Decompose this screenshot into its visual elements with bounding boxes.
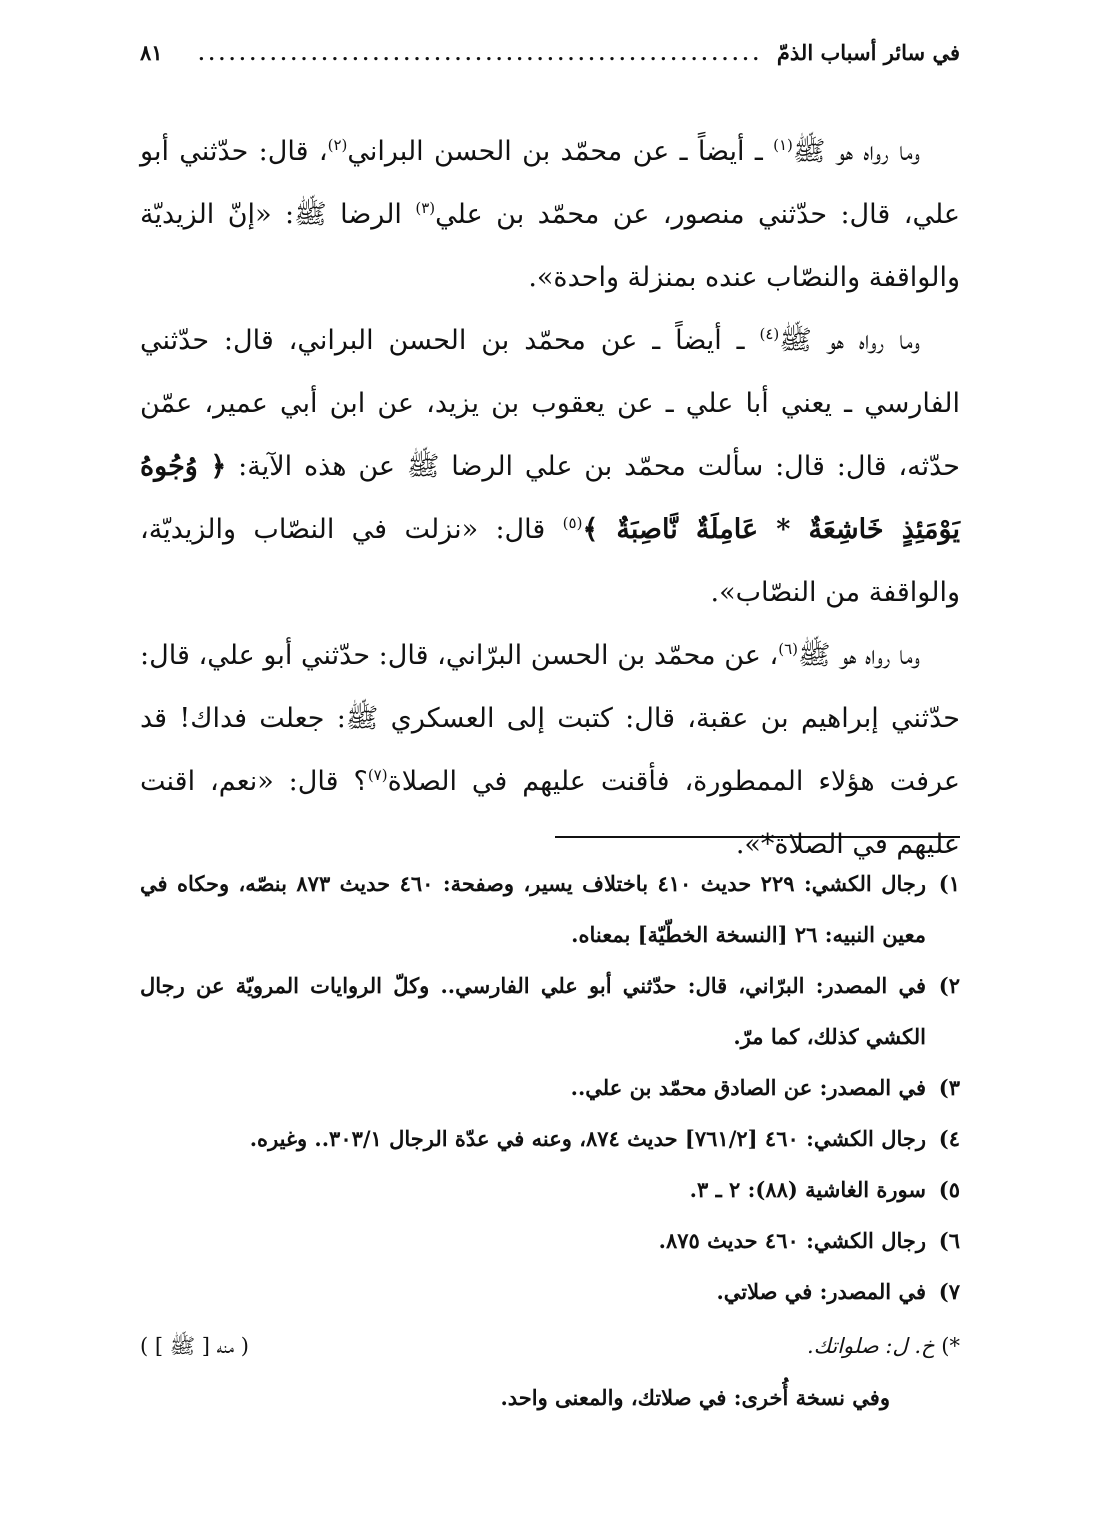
quran-verse: ﴿ وُجُوهُ يَوْمَئِذٍ خَاشِعَةٌ * عَامِلَةٌ نَّاصِبَةٌ ﴾: [140, 451, 960, 545]
paragraph-3: [140, 624, 960, 876]
paragraph-3-part-a: وما رواه هو ﷺ: [798, 640, 920, 671]
footnote-ref-3: (٣): [415, 199, 436, 217]
paragraph-2: [140, 309, 960, 624]
footnote-separator: [555, 836, 960, 838]
footnote-number: ١): [938, 871, 960, 896]
paragraph-1-part-d: الرضا ﷺ: «إنّ الزيديّة والواقفة والنصّاب عنده بمنزلة واحدة».: [140, 199, 960, 293]
paragraph-1-part-b: ـ أيضاً ـ عن محمّد بن الحسن البراني: [347, 136, 774, 167]
footnote-item: [140, 1164, 960, 1215]
footnote-item: [140, 960, 960, 1062]
header-leader-dots: .......................................................: [198, 44, 763, 65]
footnote-item: [140, 1113, 960, 1164]
header-title: في سائر أسباب الذمّ: [776, 40, 960, 65]
running-header: [140, 40, 960, 80]
main-text: [140, 120, 960, 876]
footnote-text: في المصدر: في صلاتي.: [716, 1279, 926, 1304]
paragraph-3-part-c: ؟ قال: «نعم، اقنت عليهم في الصلاة*».: [140, 766, 960, 860]
footnote-text: في المصدر: عن الصادق محمّد بن علي..: [570, 1075, 926, 1100]
footnote-ref-2: (٢): [327, 136, 348, 154]
footnote-number: ٥): [938, 1177, 960, 1202]
footnote-ref-1: (١): [773, 136, 793, 154]
paragraph-2-part-c: قال: «نزلت في النصّاب والزيديّة، والواقفة من النصّاب».: [140, 514, 960, 608]
footnote-number: ٤): [938, 1126, 960, 1151]
footnote-ref-7: (٧): [367, 766, 388, 784]
footnotes: [140, 858, 960, 1423]
paragraph-2-part-a: وما رواه هو ﷺ: [779, 325, 920, 356]
paragraph-1-part-c: ، قال: حدّثني أبو علي، قال: حدّثني منصور، عن محمّد بن علي: [140, 136, 960, 230]
footnote-number: ٦): [938, 1228, 960, 1253]
paragraph-3-part-b: ، عن محمّد بن الحسن البرّاني، قال: حدّثني أبو علي، قال: حدّثني إبراهيم بن عقبة، قال: كتبت إلى العسكري ﷺ: جعلت فداك! قد عرفت هؤلاء الممطورة، فأقنت عليهم في الصلاة: [140, 640, 960, 797]
author-note-mark: *): [941, 1334, 960, 1358]
footnote-item: [140, 1266, 960, 1317]
author-note-text: خ. ل: صلواتك.: [807, 1334, 935, 1358]
footnote-item: [140, 1062, 960, 1113]
paragraph-2-part-b: ـ أيضاً ـ عن محمّد بن الحسن البراني، قال: حدّثني الفارسي ـ يعني أبا علي ـ عن يعقوب بن يزيد، عن ابن أبي عمير، عمّن حدّثه، قال: قال: سألت محمّد بن علي الرضا ﷺ عن هذه الآية:: [140, 325, 960, 482]
footnote-text: في المصدر: البرّاني، قال: حدّثني أبو علي الفارسي.. وكلّ الروايات المرويّة عن رجال الكشي كذلك، كما مرّ.: [140, 973, 926, 1049]
footnote-text: سورة الغاشية (٨٨): ٢ ـ ٣.: [689, 1177, 926, 1202]
footnote-item: [140, 1215, 960, 1266]
footnote-ref-5: (٥): [562, 514, 583, 532]
footnote-number: ٢): [938, 973, 960, 998]
footnote-ref-4: (٤): [759, 325, 780, 343]
footnote-text: رجال الكشي: ٤٦٠ [٧٦١/٢] حديث ٨٧٤، وعنه في عدّة الرجال ٣٠٣/١.. وغيره.: [249, 1126, 926, 1151]
footnote-text: رجال الكشي: ٤٦٠ حديث ٨٧٥.: [658, 1228, 926, 1253]
author-note-source: ( منه [ ﷺ ] ): [140, 1334, 249, 1358]
footnote-number: ٣): [938, 1075, 960, 1100]
paragraph-1-part-a: وما رواه هو ﷺ: [792, 136, 920, 167]
footnote-number: ٧): [938, 1279, 960, 1304]
footnote-ref-6: (٦): [778, 640, 798, 658]
page-number: ٨١: [140, 40, 163, 65]
footnote-text: رجال الكشي: ٢٢٩ حديث ٤١٠ باختلاف يسير، وصفحة: ٤٦٠ حديث ٨٧٣ بنصّه، وحكاه في معين النبيه: ٢٦ [النسخة الخطّيّة] بمعناه.: [140, 871, 926, 947]
paragraph-1: [140, 120, 960, 309]
author-note: [140, 1321, 960, 1372]
footnote-item: [140, 858, 960, 960]
author-note-last-line: وفي نسخة أُخرى: في صلاتك، والمعنى واحد.: [500, 1385, 890, 1410]
